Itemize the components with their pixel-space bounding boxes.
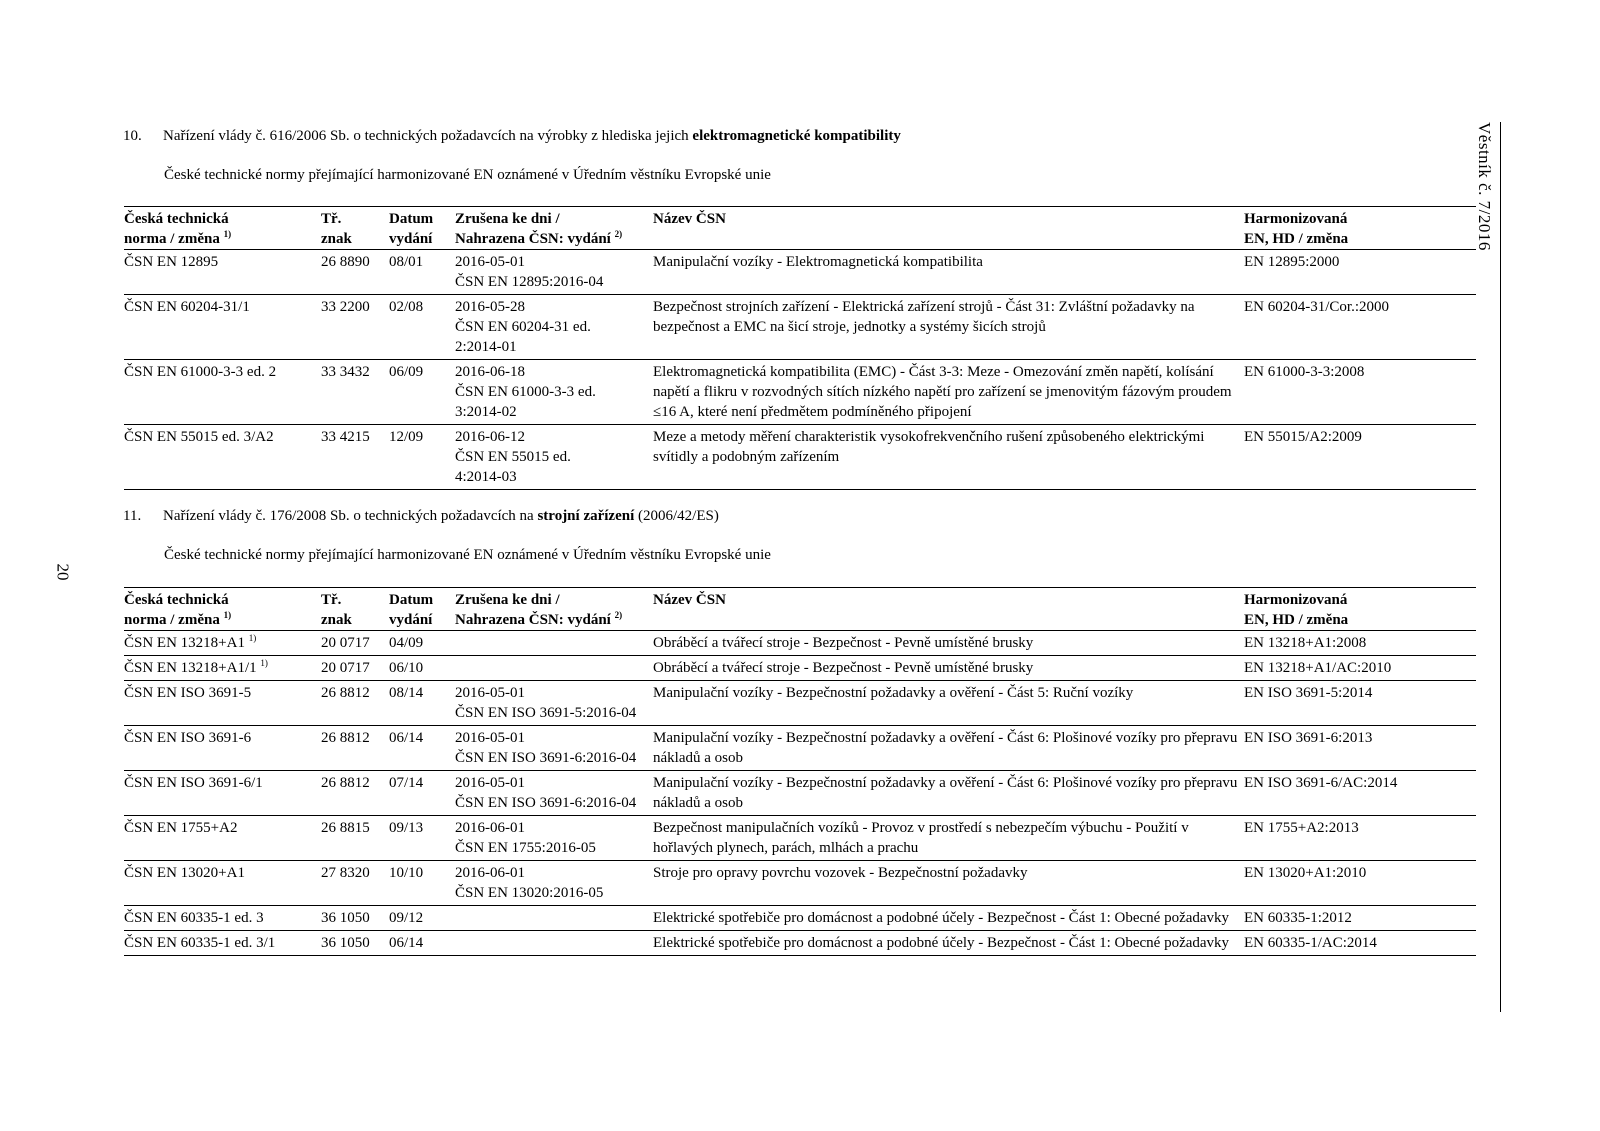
nazev-cell: Elektrické spotřebiče pro domácnost a podobné účely - Bezpečnost - Část 1: Obecné požadavky [653,910,1230,926]
header-line: Nahrazena ČSN: vydání [455,612,611,628]
norma-code: ČSN EN 60204-31/1 [124,299,250,315]
datum-cell: 06/14 [389,935,424,951]
harmonizovana-cell: EN 1755+A2:2013 [1244,820,1359,836]
norma-code: ČSN EN 13218+A1 [124,635,245,651]
harmonizovana-cell: EN ISO 3691-6/AC:2014 [1244,775,1398,791]
header-line: vydání [389,612,433,628]
header-line: Harmonizovaná [1244,211,1348,227]
zrusena-cell [455,295,653,360]
zrusena-line: 2016-06-01 [455,865,525,881]
zrusena-line: 4:2014-03 [455,469,517,485]
norma-code: ČSN EN ISO 3691-5 [124,685,252,701]
section-heading-text: Nařízení vlády č. 176/2008 Sb. o technických požadavcích na [163,508,538,524]
header-line: norma / změna [124,612,220,628]
header-line: EN, HD / změna [1244,231,1349,247]
table-row [124,295,1476,360]
header-line: Česká technická [124,592,229,608]
zrusena-cell [455,631,653,656]
header-line: Zrušena ke dni / [455,592,560,608]
section-11-heading [123,506,719,526]
footnote-mark: 1) [248,633,257,643]
zrusena-cell [455,816,653,861]
datum-cell: 08/14 [389,685,424,701]
zrusena-cell [455,726,653,771]
zrusena-line: ČSN EN 61000-3-3 ed. [455,384,596,400]
header-zrusena [455,207,653,250]
section-10-heading [123,126,901,146]
header-line: Česká technická [124,211,229,227]
table-row [124,771,1476,816]
header-nazev [653,588,1244,631]
zrusena-line: ČSN EN 1755:2016-05 [455,840,596,856]
norma-code: ČSN EN 60335-1 ed. 3/1 [124,935,276,951]
header-line-wrap [124,610,321,630]
table-row [124,931,1476,956]
datum-cell: 02/08 [389,299,424,315]
page-number: 20 [53,563,73,581]
nazev-cell: Obráběcí a tvářecí stroje - Bezpečnost - Pevně umístěné brusky [653,660,1034,676]
zrusena-line: ČSN EN ISO 3691-6:2016-04 [455,795,637,811]
header-line-wrap [455,229,653,249]
norma-code: ČSN EN 12895 [124,254,219,270]
header-trida [321,588,389,631]
zrusena-line: 2016-05-01 [455,254,525,270]
table-header-row [124,207,1476,250]
header-zrusena [455,588,653,631]
norma-cell [124,816,321,861]
norma-code: ČSN EN 61000-3-3 ed. 2 [124,364,277,380]
section-heading-bold: elektromagnetické kompatibility [692,128,901,144]
nazev-cell: Elektrické spotřebiče pro domácnost a podobné účely - Bezpečnost - Část 1: Obecné požadavky [653,935,1230,951]
harmonizovana-cell: EN 61000-3-3:2008 [1244,364,1365,380]
zrusena-cell [455,681,653,726]
header-harmonizovana [1244,207,1476,250]
norma-cell [124,425,321,490]
header-line: Název ČSN [653,211,726,227]
header-line: znak [321,612,352,628]
trida-cell: 20 0717 [321,635,370,651]
norma-code: ČSN EN 1755+A2 [124,820,238,836]
table-row [124,681,1476,726]
nazev-cell: Manipulační vozíky - Bezpečnostní požadavky a ověření - Část 6: Plošinové vozíky pro přepravu nákladů a osob [653,730,1238,766]
trida-cell: 26 8815 [321,820,370,836]
zrusena-line: ČSN EN ISO 3691-6:2016-04 [455,750,637,766]
zrusena-line: 2:2014-01 [455,339,517,355]
footnote-mark: 1) [260,658,268,668]
table-row [124,861,1476,906]
datum-cell: 09/13 [389,820,424,836]
header-line: Harmonizovaná [1244,592,1348,608]
norma-code: ČSN EN 13020+A1 [124,865,245,881]
table-row [124,816,1476,861]
zrusena-line: 2016-06-18 [455,364,525,380]
zrusena-line: 2016-05-01 [455,730,525,746]
norma-cell [124,360,321,425]
trida-cell: 36 1050 [321,935,370,951]
zrusena-line: 2016-06-12 [455,429,525,445]
section-heading-after: (2006/42/ES) [634,508,719,524]
zrusena-line: ČSN EN 55015 ed. [455,449,571,465]
trida-cell: 33 2200 [321,299,370,315]
header-datum [389,588,455,631]
trida-cell: 27 8320 [321,865,370,881]
zrusena-cell [455,656,653,681]
zrusena-line: 2016-05-01 [455,685,525,701]
header-line: Tř. [321,211,342,227]
nazev-cell: Manipulační vozíky - Elektromagnetická kompatibilita [653,254,983,270]
nazev-cell: Manipulační vozíky - Bezpečnostní požadavky a ověření - Část 5: Ruční vozíky [653,685,1134,701]
harmonizovana-cell: EN 60335-1/AC:2014 [1244,935,1377,951]
datum-cell: 09/12 [389,910,424,926]
zrusena-cell [455,906,653,931]
harmonizovana-cell: EN 13020+A1:2010 [1244,865,1367,881]
zrusena-line: ČSN EN 12895:2016-04 [455,274,604,290]
zrusena-line: 2016-05-28 [455,299,525,315]
nazev-cell: Obráběcí a tvářecí stroje - Bezpečnost - Pevně umístěné brusky [653,635,1034,651]
trida-cell: 36 1050 [321,910,370,926]
nazev-cell: Meze a metody měření charakteristik vysokofrekvenčního rušení způsobeného elektrickými svítidly a podobným zařízením [653,429,1205,465]
norma-code: ČSN EN 55015 ed. 3/A2 [124,429,274,445]
norma-code: ČSN EN 60335-1 ed. 3 [124,910,264,926]
zrusena-cell [455,771,653,816]
trida-cell: 33 3432 [321,364,370,380]
harmonizovana-cell: EN 13218+A1:2008 [1244,635,1367,651]
norma-cell [124,726,321,771]
trida-cell: 26 8812 [321,730,370,746]
harmonizovana-cell: EN 60204-31/Cor.:2000 [1244,299,1389,315]
section-10-subtitle: České technické normy přejímající harmonizované EN oznámené v Úředním věstníku Evropské unie [164,167,771,183]
trida-cell: 20 0717 [321,660,370,676]
nazev-cell: Bezpečnost strojních zařízení - Elektrická zařízení strojů - Část 31: Zvláštní požadavky na bezpečnost a EMC na šicí stroje, jednotky a systémy šicích strojů [653,299,1195,335]
header-line: Zrušena ke dni / [455,211,560,227]
footnote-mark: 2) [614,229,623,239]
table-row [124,656,1476,681]
datum-cell: 08/01 [389,254,424,270]
footnote-mark: 2) [614,610,623,620]
table-row [124,726,1476,771]
section-heading-text: Nařízení vlády č. 616/2006 Sb. o technických požadavcích na výrobky z hlediska jejich [163,128,693,144]
section-number: 10. [123,128,142,144]
table-row [124,906,1476,931]
zrusena-line: 2016-05-01 [455,775,525,791]
harmonizovana-cell: EN 12895:2000 [1244,254,1340,270]
norma-cell [124,295,321,360]
header-norma [124,588,321,631]
norma-cell [124,771,321,816]
header-norma [124,207,321,250]
header-line: vydání [389,231,433,247]
header-line-wrap [124,229,321,249]
harmonizovana-cell: EN ISO 3691-6:2013 [1244,730,1373,746]
zrusena-line: ČSN EN ISO 3691-5:2016-04 [455,705,637,721]
trida-cell: 26 8812 [321,685,370,701]
norma-cell [124,681,321,726]
header-harmonizovana [1244,588,1476,631]
zrusena-cell [455,425,653,490]
datum-cell: 12/09 [389,429,424,445]
zrusena-cell [455,861,653,906]
header-line: znak [321,231,352,247]
header-line: Datum [389,211,434,227]
norma-cell [124,631,321,656]
norma-cell [124,656,321,681]
header-trida [321,207,389,250]
zrusena-cell [455,931,653,956]
zrusena-line: ČSN EN 60204-31 ed. [455,319,591,335]
header-line-wrap [455,610,653,630]
trida-cell: 26 8812 [321,775,370,791]
nazev-cell: Elektromagnetická kompatibilita (EMC) - Část 3-3: Meze - Omezování změn napětí, kolísání napětí a flikru v rozvodných sítích nízkého napětí pro zařízení se jmenovitým fázovým proudem ≤16 A, které není předmětem podmíněného připojení [653,364,1232,420]
section-number: 11. [123,508,142,524]
norma-cell [124,931,321,956]
header-line: norma / změna [124,231,220,247]
section-heading-bold: strojní zařízení [537,508,635,524]
datum-cell: 07/14 [389,775,424,791]
harmonizovana-cell: EN 13218+A1/AC:2010 [1244,660,1392,676]
section-11-subtitle: České technické normy přejímající harmonizované EN oznámené v Úředním věstníku Evropské unie [164,547,771,563]
zrusena-cell [455,250,653,295]
table-row [124,360,1476,425]
table-row [124,425,1476,490]
datum-cell: 06/09 [389,364,424,380]
header-line: EN, HD / změna [1244,612,1349,628]
header-line: Datum [389,592,434,608]
datum-cell: 06/14 [389,730,424,746]
norma-code: ČSN EN 13218+A1/1 [124,660,257,676]
header-line: Tř. [321,592,342,608]
table-row [124,631,1476,656]
zrusena-line: 2016-06-01 [455,820,525,836]
datum-cell: 04/09 [389,635,424,651]
harmonizovana-cell: EN 60335-1:2012 [1244,910,1352,926]
table-header-row [124,588,1476,631]
table-row [124,250,1476,295]
header-line: Nahrazena ČSN: vydání [455,231,611,247]
harmonizovana-cell: EN 55015/A2:2009 [1244,429,1362,445]
header-datum [389,207,455,250]
norma-cell [124,861,321,906]
zrusena-line: 3:2014-02 [455,404,517,420]
norma-cell [124,250,321,295]
nazev-cell: Bezpečnost manipulačních vozíků - Provoz v prostředí s nebezpečím výbuchu - Použití v hořlavých plynech, parách, mlhách a prachu [653,820,1189,856]
datum-cell: 10/10 [389,865,424,881]
trida-cell: 26 8890 [321,254,370,270]
header-line: Název ČSN [653,592,726,608]
harmonizovana-cell: EN ISO 3691-5:2014 [1244,685,1373,701]
norms-table-10 [124,206,1476,490]
norms-table-11 [124,587,1476,956]
footnote-mark: 1) [223,610,232,620]
running-title: Věstník č. 7/2016 [1475,122,1494,251]
header-nazev [653,207,1244,250]
norma-code: ČSN EN ISO 3691-6 [124,730,252,746]
norma-code: ČSN EN ISO 3691-6/1 [124,775,263,791]
zrusena-cell [455,360,653,425]
nazev-cell: Stroje pro opravy povrchu vozovek - Bezpečnostní požadavky [653,865,1028,881]
footnote-mark: 1) [223,229,232,239]
nazev-cell: Manipulační vozíky - Bezpečnostní požadavky a ověření - Část 6: Plošinové vozíky pro přepravu nákladů a osob [653,775,1238,811]
zrusena-line: ČSN EN 13020:2016-05 [455,885,604,901]
side-rule [1500,122,1501,1012]
norma-cell [124,906,321,931]
trida-cell: 33 4215 [321,429,370,445]
datum-cell: 06/10 [389,660,424,676]
